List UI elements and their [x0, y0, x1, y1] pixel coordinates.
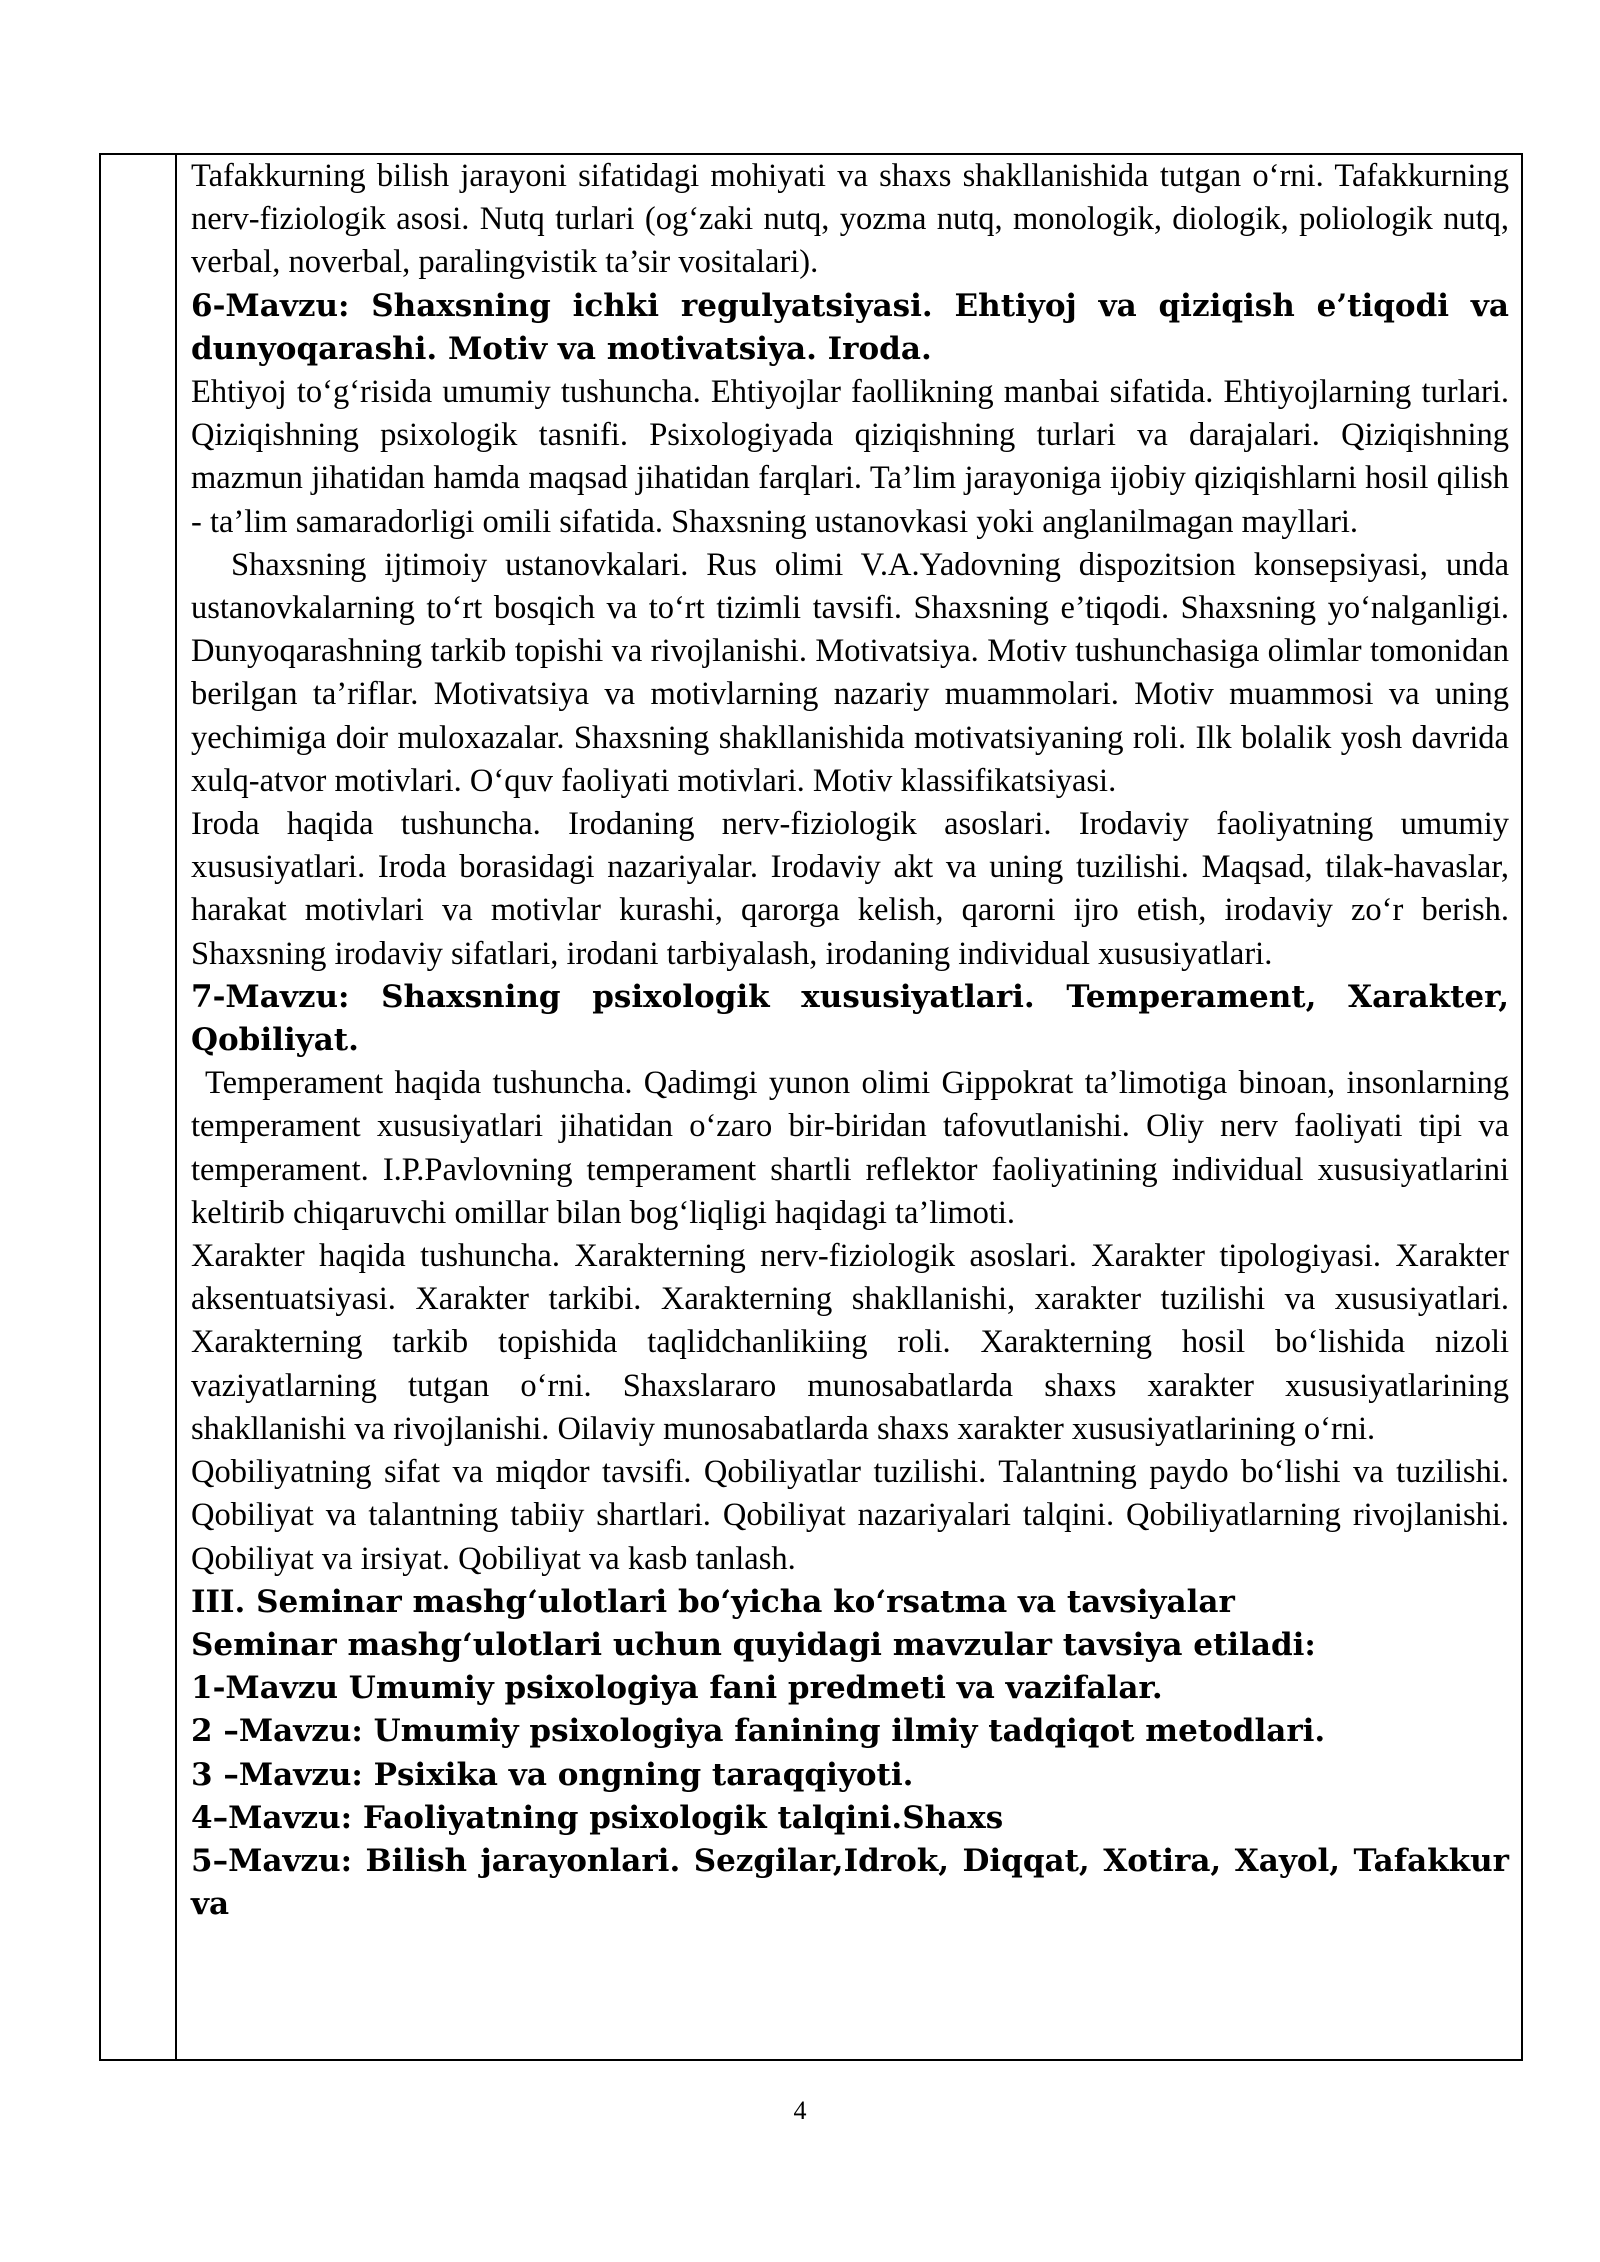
heading-seminar-topics: Seminar mashg‘ulotlari uchun quyidagi mavzular tavsiya etiladi:: [191, 1626, 1316, 1663]
seminar-topic-5: 5–Mavzu: Bilish jarayonlari. Sezgilar,Idrok, Diqqat, Xotira, Xayol, Tafakkur va: [191, 1842, 1509, 1923]
seminar-topic-3: 3 –Mavzu: Psixika va ongning taraqqiyoti.: [191, 1756, 914, 1793]
heading-section-3: III. Seminar mashg‘ulotlari bo‘yicha ko‘rsatma va tavsiyalar: [191, 1583, 1235, 1620]
paragraph-qobiliyat: Qobiliyatning sifat va miqdor tavsifi. Qobiliyatlar tuzilishi. Talantning paydo bo‘lishi va tuzilishi. Qobiliyat va talantning tabiiy shartlari. Qobiliyat nazariyalari talqini. Qobiliyatlarning rivojlanishi. Qobiliyat va irsiyat. Qobiliyat va kasb tanlash.: [191, 1454, 1509, 1577]
seminar-topic-4: 4–Mavzu: Faoliyatning psixologik talqini.Shaxs: [191, 1799, 1004, 1836]
paragraph-iroda: Iroda haqida tushuncha. Irodaning nerv-fiziologik asoslari. Irodaviy faoliyatning umumiy xususiyatlari. Iroda borasidagi nazariyalar. Irodaviy akt va uning tuzilishi. Maqsad, tilak-havaslar, harakat motivlari va motivlar kurashi, qarorga kelish, qarorni ijro etish, irodaviy zo‘r berish. Shaxsning irodaviy sifatlari, irodani tarbiyalash, irodaning individual xususiyatlari.: [191, 806, 1509, 972]
paragraph-ehtiyoj: Ehtiyoj to‘g‘risida umumiy tushuncha. Ehtiyojlar faollikning manbai sifatida. Ehtiyojlarning turlari. Qiziqishning psixologik tasnifi. Psixologiyada qiziqishning turlari va darajalari. Qiziqishning mazmun jihatidan hamda maqsad jihatidan farqlari. Ta’lim jarayoniga ijobiy qiziqishlarni hosil qilish - ta’lim samaradorligi omili sifatida. Shaxsning ustanovkasi yoki anglanilmagan mayllari.: [191, 374, 1509, 540]
paragraph-tafakkur: Tafakkurning bilish jarayoni sifatidagi mohiyati va shaxs shakllanishida tutgan o‘rni. Tafakkurning nerv-fiziologik asosi. Nutq turlari (og‘zaki nutq, yozma nutq, monologik, diologik, poliologik nutq, verbal, noverbal, paralingvistik ta’sir vositalari).: [191, 158, 1509, 281]
seminar-topic-1: 1-Mavzu Umumiy psixologiya fani predmeti va vazifalar.: [191, 1670, 1163, 1707]
page-number: 4: [793, 2096, 807, 2125]
heading-topic-6: 6-Mavzu: Shaxsning ichki regulyatsiyasi. Ehtiyoj va qiziqish e’tiqodi va dunyoqarashi. Motiv va motivatsiya. Iroda.: [191, 287, 1509, 367]
heading-topic-7: 7-Mavzu: Shaxsning psixologik xususiyatlari. Temperament, Xarakter, Qobiliyat.: [191, 978, 1509, 1059]
seminar-topic-2: 2 –Mavzu: Umumiy psixologiya fanining ilmiy tadqiqot metodlari.: [191, 1713, 1326, 1750]
paragraph-temperament: Temperament haqida tushuncha. Qadimgi yunon olimi Gippokrat ta’limotiga binoan, insonlarning temperament xususiyatlari jihatidan o‘zaro bir-biridan tafovutlanishi. Oliy nerv faoliyati tipi va temperament. I.P.Pavlovning temperament shartli reflektor faoliyatining individual xususiyatlarini keltirib chiqaruvchi omillar bilan bog‘liqligi haqidagi ta’limoti.: [191, 1065, 1509, 1231]
column-divider: [175, 155, 177, 2059]
paragraph-xarakter: Xarakter haqida tushuncha. Xarakterning nerv-fiziologik asoslari. Xarakter tipologiyasi. Xarakter aksentuatsiyasi. Xarakter tarkibi. Xarakterning shakllanishi, xarakter tuzilishi va xususiyatlari. Xarakterning tarkib topishida taqlidchanlikiing roli. Xarakterning hosil bo‘lishida nizoli vaziyatlarning tutgan o‘rni. Shaxslararo munosabatlarda shaxs xarakter xususiyatlarining shakllanishi va rivojlanishi. Oilaviy munosabatlarda shaxs xarakter xususiyatlarining o‘rni.: [191, 1238, 1509, 1447]
table-frame: [99, 153, 1523, 2061]
table-content-cell: [191, 155, 1509, 1926]
paragraph-ustanovka: Shaxsning ijtimoiy ustanovkalari. Rus olimi V.A.Yadovning dispozitsion konsepsiyasi, unda ustanovkalarning to‘rt bosqich va to‘rt tizimli tavsifi. Shaxsning e’tiqodi. Shaxsning yo‘nalganligi. Dunyoqarashning tarkib topishi va rivojlanishi. Motivatsiya. Motiv tushunchasiga olimlar tomonidan berilgan ta’riflar. Motivatsiya va motivlarning nazariy muammolari. Motiv muammosi va uning yechimiga doir muloxazalar. Shaxsning shakllanishida motivatsiyaning roli. Ilk bolalik yosh davrida xulq-atvor motivlari. O‘quv faoliyati motivlari. Motiv klassifikatsiyasi.: [191, 546, 1509, 799]
